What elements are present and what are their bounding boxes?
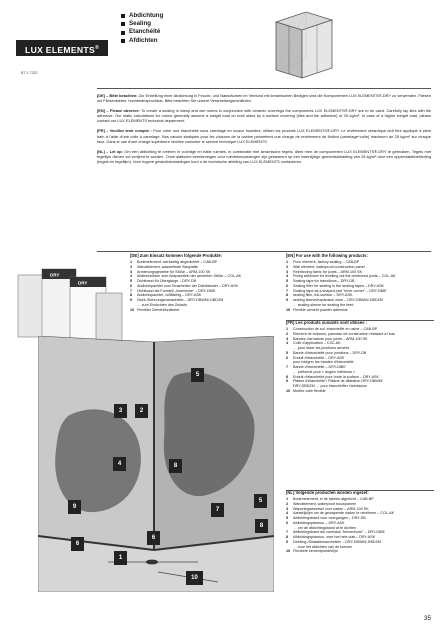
list-item [286, 549, 434, 554]
intro-en-text: To create a sealing in damp and wet rooms in conjunction with ceramic coverings the components LUX ELEMENTS®-DRY are to be used. Carefully lay tiles with tile adhesive. Our static calculations for rooms generally assume a weight load on both sides by a surface covering (tiles and tile adhesive) of 25 kg/m². In case of a higher weight load, please contact our LUX ELEMENTS technical department. [97, 108, 432, 124]
list-item-text: Aanstrijklijm om de gewapende naden te nivelleren – COL-AK [293, 511, 395, 516]
list-item [286, 389, 434, 394]
list-item-text: Armierungsgewebe für Stöße – ARM-100 SK [137, 269, 211, 274]
list-item-number: 6 [286, 283, 289, 288]
list-fr [286, 320, 434, 394]
sealing-diagram [38, 336, 274, 592]
list-item-text: Floor element, factory sealing – CAB-BP [293, 260, 360, 264]
list-item-number: 9 [130, 298, 133, 302]
diagram-badge-8b: 8 [255, 519, 268, 533]
list-item-number: 7 [130, 288, 133, 293]
list-item-text: Flexibele cementpoederlijm [293, 549, 338, 554]
list-item-number: 2 [286, 331, 289, 336]
list-item-number: 6 [286, 520, 289, 525]
list-nl [286, 490, 434, 554]
list-item-text: Afdichtingsband als vormstuk "binnenhoek" – DRY-DBIE [293, 530, 385, 535]
intro-notes [97, 93, 431, 169]
list-item-text: Bandes d'armature pour joints – ARM-100 SK [293, 336, 368, 341]
list-item-text: Wapeningsweefsel voor naden – ARM-100 SK [293, 506, 369, 511]
list-item-text: Wandelement, wasserfeste Bauplatte [137, 264, 198, 269]
diagram-badge-2: 2 [135, 404, 148, 418]
list-item-text: Afdichtingsplamuur – DRY-ASK [293, 520, 345, 525]
list-en-heading: [EN] For use with the following products: [286, 253, 368, 258]
list-item-number: 2 [286, 264, 289, 269]
list-item-number: 10 [286, 307, 291, 312]
list-nl-heading: [NL] Volgende producten worden ingezet: [286, 490, 369, 495]
list-item-number: 3 [286, 336, 289, 341]
title-de: Abdichtung [121, 12, 163, 20]
list-item-text: Enduit d'étanchéité – DRY-ASK [293, 355, 345, 360]
list-item-number: 7 [286, 365, 289, 369]
list-item-text: pour intégrer les bandes d'étanchéité [293, 360, 354, 365]
diagram-badge-5a: 5 [191, 368, 204, 382]
diagram-badge-3: 3 [114, 404, 127, 418]
list-item-text: Abstrichkleber zum Abspachteln der armierten Stöße – COL-AK [137, 274, 242, 279]
list-item-text: Construction de sol, étanchéifié en usine – CAB-BP [293, 327, 378, 331]
list-item-number: 5 [286, 279, 289, 283]
brand-logo [16, 40, 108, 56]
list-item-text: Enduit d'étanchéité pour toute la surface – DRY-ASK [293, 374, 379, 379]
list-item-text: Bodenelement, werkseitig abgedichtet – CAB-BP [137, 260, 218, 264]
list-item-text: Sealing tape for transitions – DRY-DB [293, 279, 355, 283]
intro-en [97, 108, 431, 123]
list-item-text: sealing filler, full-surface – DRY-ASK [293, 293, 353, 298]
list-en [286, 253, 434, 312]
list-item [130, 308, 282, 313]
list-item-text: … zum Eindichten des Zulaufs [137, 302, 188, 307]
list-de [130, 253, 282, 312]
title-nl: Afdichten [121, 37, 163, 45]
diagram-badge-1: 1 [114, 551, 127, 565]
list-fr-heading: [FR] Les produits suivants sont utilisés : [286, 320, 367, 325]
list-item-text: Elément de cloisons, panneau de construction résistant à l'eau [293, 331, 396, 336]
list-item-number: 4 [286, 511, 289, 516]
list-item-number: 4 [286, 274, 289, 279]
diagram-badge-6b: 6 [147, 531, 160, 545]
list-item-text: Sealing filler for sealing in the sealing tapes – DRY-ASK [293, 283, 385, 288]
list-item-text: Colle d'application – COL-AK [293, 341, 341, 346]
list-item-text: … voor het afdichten van de toevoer [293, 544, 353, 549]
intro-nl-text: Om een afdichting te creëren in vochtige en natte ruimtes, in combinatie met keramische tegels, dient men de componenten LUX ELEMENTS®-DRY te gebruiken. Tegels met tegellijm dienen vol verlijmd te worden. Onze statische berekeningen voor ruimtetoepassingen zijn gebaseerd op een tweezijdige gewichtsbelasting van 25 kg/m² door een oppervlaktebekleding (tegels en tegellijm). Voor hogere gewichtsbelastingen kunt u de technische afdeling van LUX ELEMENTS contacteren. [97, 148, 431, 164]
list-item-text: Abdichtspachtel zum Einarbeiten der Dichtbänder – DRY-ASK [137, 283, 239, 288]
list-item-number: 9 [286, 539, 289, 544]
list-item-number: 2 [130, 264, 133, 269]
list-item-number: 8 [286, 535, 289, 539]
list-item-number: 8 [286, 374, 289, 379]
list-item-number: 7 [286, 530, 289, 535]
list-item-number: 1 [130, 260, 133, 264]
list-item-number: 3 [130, 269, 133, 274]
list-item [286, 308, 434, 313]
list-item-text: Dichting-/Dilatatiemanchetten – DRY-DBWM/-DBDZM [293, 539, 381, 544]
list-item-number: 5 [286, 516, 289, 520]
list-item-number: 8 [286, 293, 289, 298]
list-item-number: 8 [130, 293, 133, 298]
diagram-badge-8a: 8 [169, 459, 182, 473]
title-en: Sealing [121, 20, 163, 28]
list-item-text: Mortier colle flexible [293, 388, 326, 393]
title-fr: Etanchéité [121, 28, 163, 36]
page-number: 35 [423, 615, 431, 622]
list-item-text: Afdichtingsplamuur, over het hele vlak – DRY-ASK [293, 535, 376, 539]
list-item-text: … om de afdichtingsband af te dichten [293, 525, 356, 530]
list-item-number: 3 [286, 269, 289, 274]
list-item-number: 10 [286, 388, 291, 393]
list-item-text: Afdichtingsband voor overgangen – DRY-DB [293, 516, 366, 520]
brand-reg: ® [94, 45, 99, 51]
list-item-text: Flexibler Zementfunkleber [137, 307, 180, 312]
list-item-text: Bande d'étanchéité pour jonctions – DRY-DB [293, 350, 367, 355]
intro-de-text: Zur Erstellung einer Abdichtung in Feucht- und Nassräumen im Verbund mit keramischen Belägen sind die Komponenten LUX ELEMENTS®-DRY zu verwenden. Fliesen mit Fliesenkleber, hochbeanspruchbar. Bitte beachten Sie unsere Verarbeitungsrichtlinien. [97, 93, 431, 104]
list-item-number: 3 [286, 506, 289, 511]
list-item-text: Wall element, waterproof construction panel [293, 264, 365, 269]
intro-fr-text: Pour créer une étanchéité sous carrelage en locaux humides, utiliser les produits LUX ELEMENTS®-DRY. Le revêtement céramique doit être appliqué à plein bain à l'aide d'une colle à carrelage. Nos calculs statiques pour les cloisons de la cabine permettent une charge de revêtement de finition (carrelage+colle) maximum de 25 kg/m² sur chaque face. Dans le cas d'une charge supérieure veuillez consulter le service technique LUX ELEMENTS. [97, 128, 431, 144]
intro-de [97, 93, 431, 103]
diagram-badge-7: 7 [211, 503, 224, 517]
shower-cabin-illustration [270, 8, 336, 82]
list-item-number: 4 [286, 341, 289, 346]
mid-divider [97, 251, 431, 252]
list-item-number: 5 [286, 350, 289, 355]
svg-text:DRY: DRY [78, 280, 88, 286]
list-item-text: … pour lisser les jonctions armées [293, 346, 350, 350]
list-item-number: 1 [286, 327, 289, 331]
list-item-number: 6 [286, 355, 289, 360]
diagram-badge-9: 9 [68, 500, 81, 514]
list-item-text: Wandelement, waterproof bouwpaneel [293, 501, 356, 506]
list-item-number: 9 [286, 379, 289, 384]
list-item-text: Abdichtspachtel, vollflächig – DRY-ASK [137, 293, 202, 298]
list-item-number: 1 [286, 497, 289, 501]
list-item-text: Flexible cement powder adhesive [293, 307, 348, 312]
list-de-heading: [DE] Zum Einsatz kommen folgende Produkte: [130, 253, 223, 258]
list-item-number: 4 [130, 274, 133, 279]
svg-text:DRY: DRY [50, 272, 60, 278]
list-item-number: 9 [286, 298, 289, 302]
list-item-text: Platine d'étanchéité / Platine de dilatation DRY-DBWM/ [293, 379, 383, 384]
intro-en-label: [EN] – Please observe: [97, 108, 140, 114]
diagram-badge-10: 10 [186, 571, 203, 585]
list-item-number: 5 [130, 279, 133, 283]
fr-divider [286, 320, 434, 321]
intro-nl-label: [NL] – Let op: [97, 148, 123, 154]
intro-nl [97, 149, 431, 164]
list-item-number: 10 [286, 549, 291, 554]
list-item-number: 2 [286, 501, 289, 506]
section-titles [121, 12, 163, 45]
top-divider [97, 88, 431, 89]
list-item-number: 1 [286, 260, 289, 264]
list-item-text: Reinforcing fabric for joints – ARM-100 SK [293, 269, 363, 274]
intro-de-label: [DE] – Bitte beachten: [97, 93, 138, 98]
list-item-number: 7 [286, 288, 289, 293]
list-item-text: Dichtband als Formteil „Innenecke“ – DRY-DBIE [137, 288, 216, 293]
list-item-text: Sealing tape as a shaped part "inner corner" – DRY-DBIE [293, 288, 387, 293]
list-item-number: 10 [130, 307, 135, 312]
list-item-text: Dichtband für Übergänge – DRY-DB [137, 279, 197, 283]
diagram-badge-6a: 6 [71, 537, 84, 551]
list-item-number: 6 [130, 283, 133, 288]
list-item-text: Bande d'étanchéité – DRY-DBIE [293, 365, 346, 369]
intro-fr [97, 128, 431, 143]
list-item-text: Fixing adhesive for levelling out the reinforced joints – COL-AK [293, 274, 396, 279]
intro-fr-label: [FR] – Veuillez tenir compte : [97, 128, 152, 134]
article-number: BT 1.7322 [21, 71, 38, 75]
diagram-badge-4: 4 [113, 457, 126, 471]
nl-divider [286, 490, 434, 491]
list-item-text: Dicht-/Dehnungsmanschette – DRY-DBWM/-DBDZM [137, 298, 224, 302]
diagram-badge-5b: 5 [254, 494, 267, 508]
list-item-text: sealing sleeve/expansion zone – DRY-DBWM/-DBDZM [293, 298, 383, 302]
list-item-text: … sealing sleeve for sealing the feed [293, 302, 354, 307]
list-item-text: Bodemelement, in de fabriek afgedicht – CAB-BP [293, 497, 374, 501]
brand-name: LUX ELEMENTS [25, 44, 95, 55]
list-item-text: DRY-DBDZM … pour étanchéifier l'admission [293, 384, 368, 388]
list-item-text: … préformé pour « angles intérieurs » [293, 369, 356, 374]
